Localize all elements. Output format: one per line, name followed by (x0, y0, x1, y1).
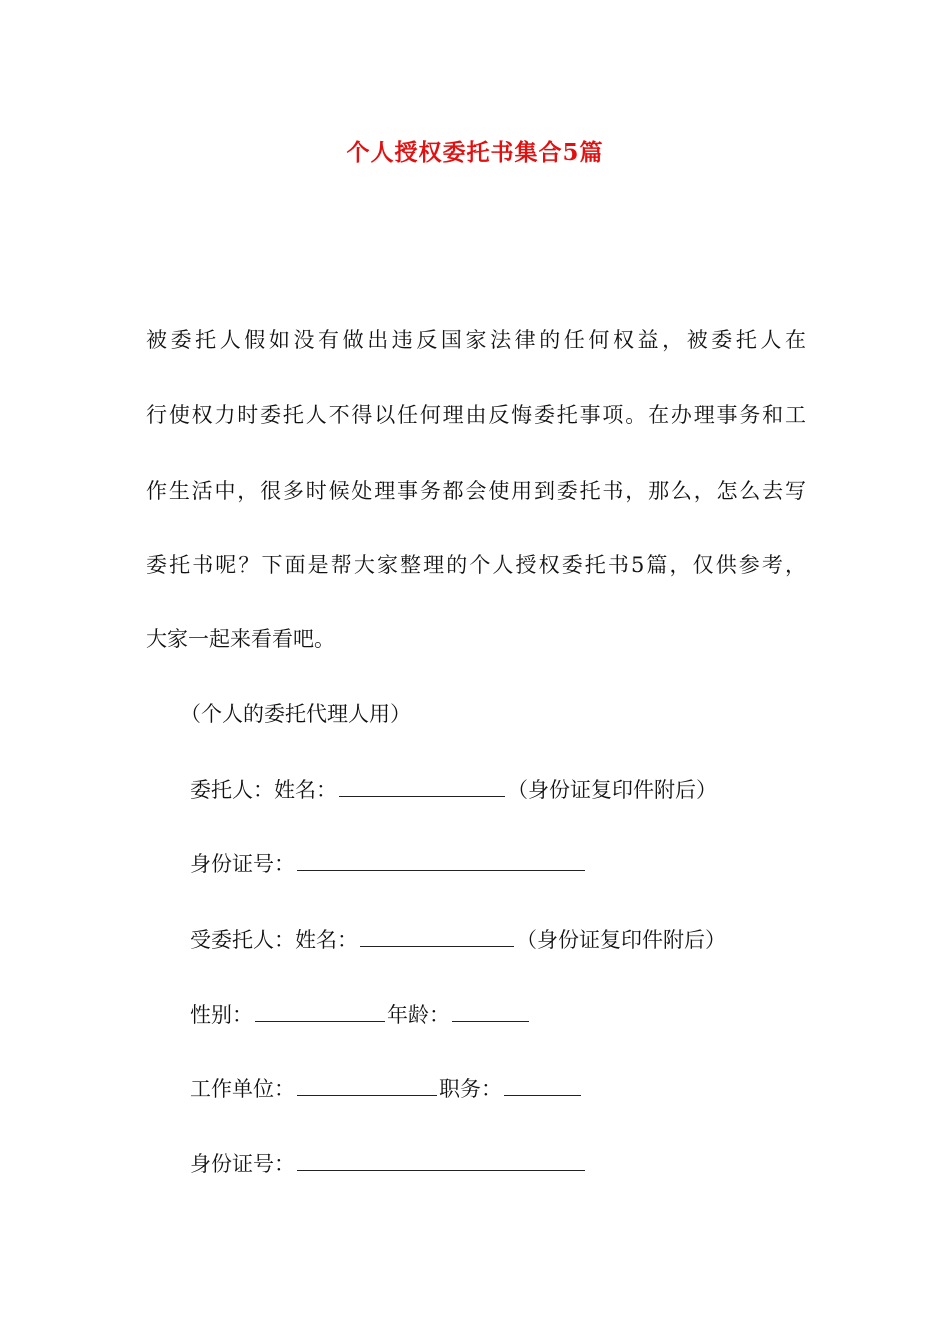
principal-row (190, 774, 717, 805)
intro-line-2: 行使权力时委托人不得以任何理由反悔委托事项。在办理事务和工 (146, 403, 806, 427)
principal-id-row (190, 848, 587, 879)
agent-id-row (190, 1148, 587, 1179)
intro-line-5: 大家一起来看看吧。 (146, 627, 335, 651)
position-label: 职务： (439, 1077, 502, 1101)
principal-copy-note: （身份证复印件附后） (507, 778, 717, 802)
position-blank[interactable] (504, 1073, 581, 1096)
work-row (190, 1073, 583, 1104)
work-unit-label: 工作单位： (190, 1077, 295, 1101)
age-blank[interactable] (452, 999, 529, 1022)
agent-id-label: 身份证号： (190, 1152, 295, 1176)
agent-id-blank[interactable] (297, 1148, 585, 1171)
intro-line-1: 被委托人假如没有做出违反国家法律的任何权益，被委托人在 (146, 328, 806, 352)
work-unit-blank[interactable] (297, 1073, 437, 1096)
agent-row (190, 924, 726, 955)
intro-line-4: 委托书呢？下面是帮大家整理的个人授权委托书5篇，仅供参考， (146, 553, 806, 577)
agent-name-label: 受委托人：姓名： (190, 928, 358, 952)
gender-label: 性别： (190, 1003, 253, 1027)
gender-blank[interactable] (255, 999, 385, 1022)
principal-name-label: 委托人：姓名： (190, 778, 337, 802)
document-title: 个人授权委托书集合5篇 (346, 139, 604, 166)
document-subtitle: （个人的委托代理人用） (180, 702, 411, 726)
principal-name-blank[interactable] (339, 774, 505, 797)
agent-copy-note: （身份证复印件附后） (516, 928, 726, 952)
age-label: 年龄： (387, 1003, 450, 1027)
principal-id-label: 身份证号： (190, 852, 295, 876)
intro-line-3: 作生活中，很多时候处理事务都会使用到委托书，那么，怎么去写 (146, 479, 806, 503)
agent-name-blank[interactable] (360, 924, 514, 947)
gender-age-row (190, 999, 531, 1030)
principal-id-blank[interactable] (297, 848, 585, 871)
